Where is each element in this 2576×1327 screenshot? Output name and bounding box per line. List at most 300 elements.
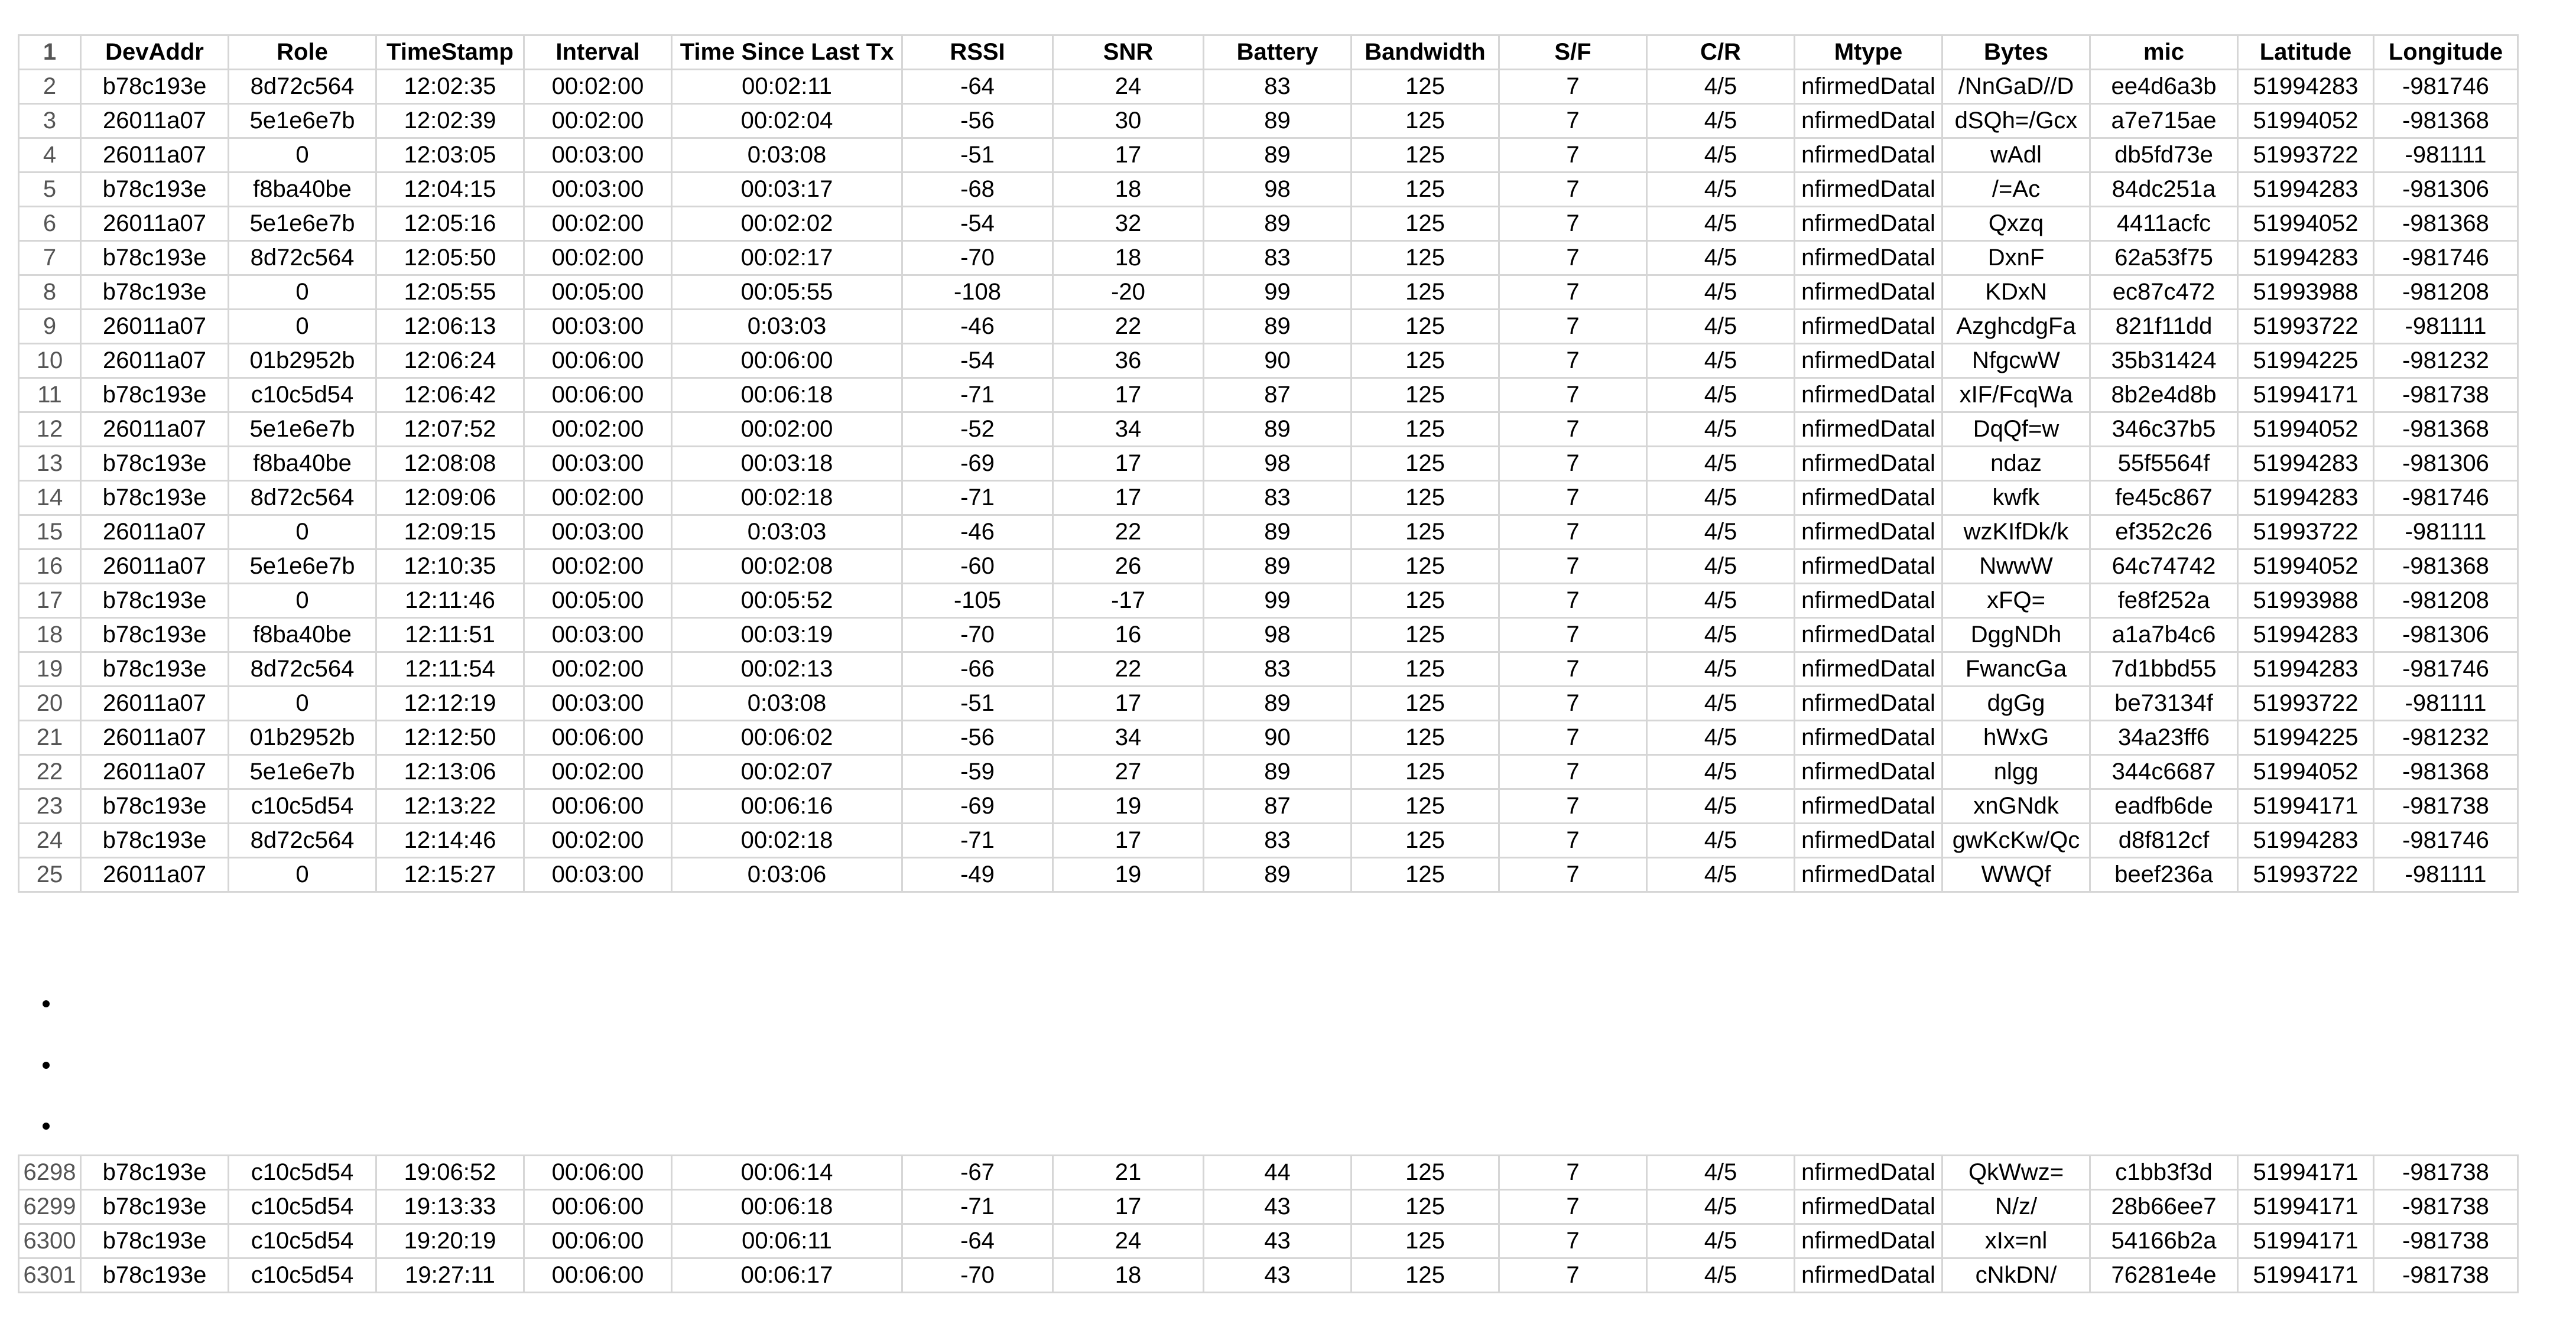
table-cell[interactable]: 00:05:55 <box>672 275 902 310</box>
table-cell[interactable]: NfgcwW <box>1942 344 2090 378</box>
table-cell[interactable]: 00:02:00 <box>524 481 672 515</box>
table-cell[interactable]: 18 <box>1053 241 1204 275</box>
row-number[interactable]: 21 <box>19 721 81 755</box>
table-cell[interactable]: nfirmedDatal <box>1795 412 1942 447</box>
table-cell[interactable]: 00:06:16 <box>672 789 902 824</box>
row-number[interactable]: 22 <box>19 755 81 789</box>
row-number[interactable]: 11 <box>19 378 81 412</box>
row-number[interactable]: 7 <box>19 241 81 275</box>
table-cell[interactable]: 5e1e6e7b <box>229 104 376 138</box>
table-cell[interactable]: 00:02:08 <box>672 549 902 584</box>
table-cell[interactable]: 17 <box>1053 138 1204 173</box>
table-cell[interactable]: 12:06:24 <box>376 344 524 378</box>
table-cell[interactable]: 7 <box>1499 378 1647 412</box>
table-cell[interactable]: nfirmedDatal <box>1795 549 1942 584</box>
table-cell[interactable]: 12:06:13 <box>376 310 524 344</box>
row-number[interactable]: 17 <box>19 584 81 618</box>
table-cell[interactable]: 87 <box>1204 378 1352 412</box>
column-header[interactable]: Time Since Last Tx <box>672 35 902 70</box>
table-cell[interactable]: -20 <box>1053 275 1204 310</box>
table-cell[interactable]: 83 <box>1204 481 1352 515</box>
table-cell[interactable]: 125 <box>1352 618 1499 652</box>
table-cell[interactable]: 84dc251a <box>2090 173 2238 207</box>
table-cell[interactable]: 125 <box>1352 412 1499 447</box>
table-cell[interactable]: Qxzq <box>1942 207 2090 241</box>
table-cell[interactable]: -66 <box>902 652 1053 687</box>
table-cell[interactable]: 62a53f75 <box>2090 241 2238 275</box>
table-cell[interactable]: cNkDN/ <box>1942 1258 2090 1293</box>
table-cell[interactable]: beef236a <box>2090 858 2238 892</box>
table-cell[interactable]: 51994283 <box>2238 824 2374 858</box>
table-cell[interactable]: 26011a07 <box>81 138 229 173</box>
table-cell[interactable]: 51993722 <box>2238 515 2374 549</box>
row-number[interactable]: 20 <box>19 687 81 721</box>
row-number[interactable]: 25 <box>19 858 81 892</box>
table-cell[interactable]: 7 <box>1499 858 1647 892</box>
table-cell[interactable]: 125 <box>1352 447 1499 481</box>
table-cell[interactable]: -54 <box>902 344 1053 378</box>
table-cell[interactable]: -981111 <box>2374 515 2518 549</box>
table-cell[interactable]: 51994225 <box>2238 344 2374 378</box>
table-cell[interactable]: -52 <box>902 412 1053 447</box>
table-cell[interactable]: 4/5 <box>1647 515 1795 549</box>
table-cell[interactable]: 00:06:02 <box>672 721 902 755</box>
table-cell[interactable]: wzKIfDk/k <box>1942 515 2090 549</box>
table-cell[interactable]: -981208 <box>2374 584 2518 618</box>
table-cell[interactable]: 125 <box>1352 378 1499 412</box>
table-cell[interactable]: 00:02:00 <box>524 207 672 241</box>
table-cell[interactable]: -51 <box>902 687 1053 721</box>
table-cell[interactable]: 51993988 <box>2238 584 2374 618</box>
table-cell[interactable]: 125 <box>1352 515 1499 549</box>
table-cell[interactable]: 12:13:22 <box>376 789 524 824</box>
table-cell[interactable]: 18 <box>1053 1258 1204 1293</box>
table-cell[interactable]: 7 <box>1499 173 1647 207</box>
table-cell[interactable]: 7 <box>1499 1224 1647 1258</box>
table-cell[interactable]: 125 <box>1352 584 1499 618</box>
table-cell[interactable]: 0:03:06 <box>672 858 902 892</box>
row-number[interactable]: 6301 <box>19 1258 81 1293</box>
table-cell[interactable]: 51994283 <box>2238 70 2374 104</box>
table-cell[interactable]: 125 <box>1352 275 1499 310</box>
table-cell[interactable]: 4/5 <box>1647 789 1795 824</box>
table-cell[interactable]: 4/5 <box>1647 310 1795 344</box>
table-cell[interactable]: 00:06:00 <box>524 1224 672 1258</box>
table-cell[interactable]: 12:13:06 <box>376 755 524 789</box>
row-number[interactable]: 15 <box>19 515 81 549</box>
table-cell[interactable]: 51994283 <box>2238 173 2374 207</box>
table-cell[interactable]: 4/5 <box>1647 618 1795 652</box>
table-cell[interactable]: 35b31424 <box>2090 344 2238 378</box>
column-header[interactable]: S/F <box>1499 35 1647 70</box>
table-cell[interactable]: 26011a07 <box>81 412 229 447</box>
table-cell[interactable]: 125 <box>1352 70 1499 104</box>
table-cell[interactable]: 51994283 <box>2238 652 2374 687</box>
table-cell[interactable]: 51993722 <box>2238 138 2374 173</box>
table-cell[interactable]: 12:03:05 <box>376 138 524 173</box>
table-cell[interactable]: -981746 <box>2374 824 2518 858</box>
table-cell[interactable]: 12:02:39 <box>376 104 524 138</box>
table-cell[interactable]: b78c193e <box>81 824 229 858</box>
table-cell[interactable]: 00:03:00 <box>524 138 672 173</box>
table-cell[interactable]: hWxG <box>1942 721 2090 755</box>
table-cell[interactable]: 89 <box>1204 310 1352 344</box>
row-number[interactable]: 6298 <box>19 1156 81 1190</box>
table-cell[interactable]: 4/5 <box>1647 481 1795 515</box>
table-cell[interactable]: 4/5 <box>1647 241 1795 275</box>
table-cell[interactable]: xnGNdk <box>1942 789 2090 824</box>
table-cell[interactable]: DqQf=w <box>1942 412 2090 447</box>
table-cell[interactable]: KDxN <box>1942 275 2090 310</box>
table-cell[interactable]: 7 <box>1499 344 1647 378</box>
table-cell[interactable]: 21 <box>1053 1156 1204 1190</box>
table-cell[interactable]: 0:03:08 <box>672 138 902 173</box>
table-cell[interactable]: 98 <box>1204 618 1352 652</box>
table-cell[interactable]: nfirmedDatal <box>1795 173 1942 207</box>
table-cell[interactable]: 54166b2a <box>2090 1224 2238 1258</box>
table-cell[interactable]: 0 <box>229 584 376 618</box>
column-header[interactable]: SNR <box>1053 35 1204 70</box>
table-cell[interactable]: 125 <box>1352 789 1499 824</box>
table-cell[interactable]: dSQh=/Gcx <box>1942 104 2090 138</box>
table-cell[interactable]: 0 <box>229 515 376 549</box>
table-cell[interactable]: gwKcKw/Qc <box>1942 824 2090 858</box>
table-cell[interactable]: 7 <box>1499 1190 1647 1224</box>
table-cell[interactable]: 00:02:00 <box>524 70 672 104</box>
table-cell[interactable]: c10c5d54 <box>229 378 376 412</box>
table-cell[interactable]: 51993722 <box>2238 310 2374 344</box>
table-cell[interactable]: nfirmedDatal <box>1795 1190 1942 1224</box>
table-cell[interactable]: ee4d6a3b <box>2090 70 2238 104</box>
table-cell[interactable]: 12:05:55 <box>376 275 524 310</box>
table-cell[interactable]: 51993988 <box>2238 275 2374 310</box>
table-cell[interactable]: 00:02:00 <box>524 412 672 447</box>
table-cell[interactable]: 5e1e6e7b <box>229 755 376 789</box>
table-cell[interactable]: 90 <box>1204 721 1352 755</box>
table-cell[interactable]: -71 <box>902 378 1053 412</box>
table-cell[interactable]: 51993722 <box>2238 687 2374 721</box>
table-cell[interactable]: 125 <box>1352 1156 1499 1190</box>
table-cell[interactable]: AzghcdgFa <box>1942 310 2090 344</box>
table-cell[interactable]: -56 <box>902 721 1053 755</box>
table-cell[interactable]: 00:02:00 <box>524 824 672 858</box>
table-cell[interactable]: 00:05:52 <box>672 584 902 618</box>
table-cell[interactable]: 7 <box>1499 481 1647 515</box>
table-cell[interactable]: nfirmedDatal <box>1795 721 1942 755</box>
table-cell[interactable]: 0 <box>229 138 376 173</box>
table-cell[interactable]: b78c193e <box>81 1258 229 1293</box>
table-cell[interactable]: -69 <box>902 447 1053 481</box>
table-cell[interactable]: 0 <box>229 275 376 310</box>
table-cell[interactable]: nfirmedDatal <box>1795 858 1942 892</box>
table-cell[interactable]: 4/5 <box>1647 344 1795 378</box>
table-cell[interactable]: b78c193e <box>81 618 229 652</box>
table-cell[interactable]: 125 <box>1352 549 1499 584</box>
table-cell[interactable]: 4/5 <box>1647 549 1795 584</box>
table-cell[interactable]: nfirmedDatal <box>1795 104 1942 138</box>
table-cell[interactable]: NwwW <box>1942 549 2090 584</box>
table-cell[interactable]: 00:02:00 <box>524 549 672 584</box>
table-cell[interactable]: QkWwz= <box>1942 1156 2090 1190</box>
table-cell[interactable]: nfirmedDatal <box>1795 241 1942 275</box>
table-cell[interactable]: 12:11:46 <box>376 584 524 618</box>
table-cell[interactable]: 12:11:51 <box>376 618 524 652</box>
table-cell[interactable]: 00:03:00 <box>524 173 672 207</box>
table-cell[interactable]: nfirmedDatal <box>1795 138 1942 173</box>
row-number[interactable]: 12 <box>19 412 81 447</box>
table-cell[interactable]: dgGg <box>1942 687 2090 721</box>
table-cell[interactable]: 00:06:11 <box>672 1224 902 1258</box>
table-cell[interactable]: 12:05:50 <box>376 241 524 275</box>
row-number[interactable]: 23 <box>19 789 81 824</box>
table-cell[interactable]: b78c193e <box>81 173 229 207</box>
table-cell[interactable]: 8d72c564 <box>229 824 376 858</box>
table-cell[interactable]: 43 <box>1204 1190 1352 1224</box>
table-cell[interactable]: 125 <box>1352 241 1499 275</box>
table-cell[interactable]: -71 <box>902 824 1053 858</box>
table-cell[interactable]: 125 <box>1352 687 1499 721</box>
table-cell[interactable]: WWQf <box>1942 858 2090 892</box>
table-cell[interactable]: 00:02:11 <box>672 70 902 104</box>
table-cell[interactable]: -49 <box>902 858 1053 892</box>
row-number[interactable]: 6300 <box>19 1224 81 1258</box>
table-cell[interactable]: 7 <box>1499 138 1647 173</box>
table-cell[interactable]: 344c6687 <box>2090 755 2238 789</box>
table-cell[interactable]: -981306 <box>2374 173 2518 207</box>
table-cell[interactable]: 83 <box>1204 241 1352 275</box>
table-cell[interactable]: 26011a07 <box>81 310 229 344</box>
table-cell[interactable]: 4/5 <box>1647 447 1795 481</box>
table-cell[interactable]: 00:02:00 <box>672 412 902 447</box>
table-cell[interactable]: 125 <box>1352 481 1499 515</box>
table-cell[interactable]: fe45c867 <box>2090 481 2238 515</box>
table-cell[interactable]: 125 <box>1352 1190 1499 1224</box>
table-cell[interactable]: 00:03:00 <box>524 687 672 721</box>
table-cell[interactable]: ef352c26 <box>2090 515 2238 549</box>
table-cell[interactable]: -981738 <box>2374 1156 2518 1190</box>
table-cell[interactable]: 0:03:08 <box>672 687 902 721</box>
column-header[interactable]: DevAddr <box>81 35 229 70</box>
table-cell[interactable]: 99 <box>1204 275 1352 310</box>
table-cell[interactable]: nlgg <box>1942 755 2090 789</box>
table-cell[interactable]: 12:06:42 <box>376 378 524 412</box>
table-cell[interactable]: 7 <box>1499 275 1647 310</box>
table-cell[interactable]: 00:02:00 <box>524 652 672 687</box>
column-header[interactable]: mic <box>2090 35 2238 70</box>
table-cell[interactable]: 98 <box>1204 447 1352 481</box>
table-cell[interactable]: nfirmedDatal <box>1795 584 1942 618</box>
table-cell[interactable]: 00:06:00 <box>524 378 672 412</box>
table-cell[interactable]: b78c193e <box>81 241 229 275</box>
table-cell[interactable]: b78c193e <box>81 1224 229 1258</box>
table-cell[interactable]: 34 <box>1053 721 1204 755</box>
table-cell[interactable]: 83 <box>1204 824 1352 858</box>
table-cell[interactable]: ec87c472 <box>2090 275 2238 310</box>
table-cell[interactable]: -105 <box>902 584 1053 618</box>
table-cell[interactable]: FwancGa <box>1942 652 2090 687</box>
table-cell[interactable]: -981368 <box>2374 549 2518 584</box>
table-cell[interactable]: DggNDh <box>1942 618 2090 652</box>
table-cell[interactable]: 7 <box>1499 687 1647 721</box>
table-cell[interactable]: -981368 <box>2374 104 2518 138</box>
table-cell[interactable]: /=Ac <box>1942 173 2090 207</box>
table-cell[interactable]: 00:02:02 <box>672 207 902 241</box>
table-cell[interactable]: 89 <box>1204 104 1352 138</box>
table-cell[interactable]: 51994171 <box>2238 1258 2374 1293</box>
table-cell[interactable]: 83 <box>1204 70 1352 104</box>
table-cell[interactable]: 26011a07 <box>81 858 229 892</box>
table-cell[interactable]: 00:03:00 <box>524 515 672 549</box>
table-cell[interactable]: 125 <box>1352 824 1499 858</box>
table-cell[interactable]: 22 <box>1053 310 1204 344</box>
column-header[interactable]: Battery <box>1204 35 1352 70</box>
table-cell[interactable]: 51994052 <box>2238 207 2374 241</box>
table-cell[interactable]: 26011a07 <box>81 344 229 378</box>
table-cell[interactable]: 26011a07 <box>81 755 229 789</box>
table-cell[interactable]: 19 <box>1053 858 1204 892</box>
table-cell[interactable]: 7 <box>1499 1156 1647 1190</box>
table-cell[interactable]: 19:20:19 <box>376 1224 524 1258</box>
table-cell[interactable]: -981368 <box>2374 207 2518 241</box>
column-header[interactable]: Mtype <box>1795 35 1942 70</box>
table-cell[interactable]: 7 <box>1499 310 1647 344</box>
table-cell[interactable]: nfirmedDatal <box>1795 1224 1942 1258</box>
table-cell[interactable]: 4/5 <box>1647 138 1795 173</box>
row-number[interactable]: 16 <box>19 549 81 584</box>
table-cell[interactable]: 00:03:00 <box>524 858 672 892</box>
table-cell[interactable]: 28b66ee7 <box>2090 1190 2238 1224</box>
table-cell[interactable]: a1a7b4c6 <box>2090 618 2238 652</box>
table-cell[interactable]: 00:02:13 <box>672 652 902 687</box>
table-cell[interactable]: 00:06:17 <box>672 1258 902 1293</box>
column-header[interactable]: Latitude <box>2238 35 2374 70</box>
table-cell[interactable]: 7 <box>1499 549 1647 584</box>
table-cell[interactable]: 55f5564f <box>2090 447 2238 481</box>
table-cell[interactable]: -67 <box>902 1156 1053 1190</box>
table-cell[interactable]: 125 <box>1352 1258 1499 1293</box>
table-cell[interactable]: nfirmedDatal <box>1795 378 1942 412</box>
table-cell[interactable]: 43 <box>1204 1224 1352 1258</box>
table-cell[interactable]: 0 <box>229 858 376 892</box>
table-cell[interactable]: -56 <box>902 104 1053 138</box>
table-cell[interactable]: 87 <box>1204 789 1352 824</box>
table-cell[interactable]: c10c5d54 <box>229 1258 376 1293</box>
table-cell[interactable]: -64 <box>902 1224 1053 1258</box>
table-cell[interactable]: nfirmedDatal <box>1795 310 1942 344</box>
table-cell[interactable]: 26011a07 <box>81 549 229 584</box>
table-cell[interactable]: 7 <box>1499 824 1647 858</box>
table-cell[interactable]: 16 <box>1053 618 1204 652</box>
table-cell[interactable]: 0 <box>229 310 376 344</box>
table-cell[interactable]: 90 <box>1204 344 1352 378</box>
table-cell[interactable]: 7 <box>1499 789 1647 824</box>
table-cell[interactable]: b78c193e <box>81 275 229 310</box>
table-cell[interactable]: -70 <box>902 1258 1053 1293</box>
table-cell[interactable]: 12:15:27 <box>376 858 524 892</box>
table-cell[interactable]: 00:06:18 <box>672 378 902 412</box>
table-cell[interactable]: b78c193e <box>81 70 229 104</box>
table-cell[interactable]: 12:11:54 <box>376 652 524 687</box>
column-header[interactable]: C/R <box>1647 35 1795 70</box>
table-cell[interactable]: 7 <box>1499 515 1647 549</box>
table-cell[interactable]: b78c193e <box>81 378 229 412</box>
table-cell[interactable]: 125 <box>1352 652 1499 687</box>
table-cell[interactable]: xIF/FcqWa <box>1942 378 2090 412</box>
table-cell[interactable]: 18 <box>1053 173 1204 207</box>
table-cell[interactable]: 99 <box>1204 584 1352 618</box>
row-number[interactable]: 10 <box>19 344 81 378</box>
table-cell[interactable]: -981111 <box>2374 310 2518 344</box>
table-cell[interactable]: 00:06:00 <box>672 344 902 378</box>
table-cell[interactable]: c10c5d54 <box>229 789 376 824</box>
row-number[interactable]: 6299 <box>19 1190 81 1224</box>
table-cell[interactable]: -17 <box>1053 584 1204 618</box>
table-cell[interactable]: nfirmedDatal <box>1795 344 1942 378</box>
table-cell[interactable]: 7 <box>1499 104 1647 138</box>
table-cell[interactable]: 51994283 <box>2238 447 2374 481</box>
table-cell[interactable]: 01b2952b <box>229 721 376 755</box>
table-cell[interactable]: -70 <box>902 618 1053 652</box>
table-cell[interactable]: 8d72c564 <box>229 241 376 275</box>
table-cell[interactable]: N/z/ <box>1942 1190 2090 1224</box>
table-cell[interactable]: -46 <box>902 310 1053 344</box>
table-cell[interactable]: -981208 <box>2374 275 2518 310</box>
table-cell[interactable]: 8b2e4d8b <box>2090 378 2238 412</box>
table-cell[interactable]: -69 <box>902 789 1053 824</box>
table-cell[interactable]: nfirmedDatal <box>1795 515 1942 549</box>
table-cell[interactable]: 00:02:00 <box>524 104 672 138</box>
table-cell[interactable]: 00:02:04 <box>672 104 902 138</box>
table-cell[interactable]: 7 <box>1499 755 1647 789</box>
table-cell[interactable]: 00:05:00 <box>524 275 672 310</box>
table-cell[interactable]: 4/5 <box>1647 687 1795 721</box>
table-cell[interactable]: db5fd73e <box>2090 138 2238 173</box>
table-cell[interactable]: 7 <box>1499 241 1647 275</box>
table-cell[interactable]: -981111 <box>2374 138 2518 173</box>
table-cell[interactable]: 7 <box>1499 412 1647 447</box>
table-cell[interactable]: 4/5 <box>1647 1224 1795 1258</box>
table-cell[interactable]: 12:02:35 <box>376 70 524 104</box>
table-cell[interactable]: 00:06:18 <box>672 1190 902 1224</box>
table-cell[interactable]: nfirmedDatal <box>1795 275 1942 310</box>
row-number[interactable]: 18 <box>19 618 81 652</box>
table-cell[interactable]: fe8f252a <box>2090 584 2238 618</box>
table-cell[interactable]: 12:05:16 <box>376 207 524 241</box>
column-header[interactable]: TimeStamp <box>376 35 524 70</box>
table-cell[interactable]: 12:09:15 <box>376 515 524 549</box>
table-cell[interactable]: 7 <box>1499 447 1647 481</box>
row-number[interactable]: 6 <box>19 207 81 241</box>
row-number[interactable]: 3 <box>19 104 81 138</box>
table-cell[interactable]: be73134f <box>2090 687 2238 721</box>
table-cell[interactable]: 00:03:00 <box>524 310 672 344</box>
table-cell[interactable]: 125 <box>1352 138 1499 173</box>
table-cell[interactable]: -981232 <box>2374 344 2518 378</box>
table-cell[interactable]: 34a23ff6 <box>2090 721 2238 755</box>
table-cell[interactable]: 19 <box>1053 789 1204 824</box>
table-cell[interactable]: 00:06:00 <box>524 1190 672 1224</box>
table-cell[interactable]: 7 <box>1499 584 1647 618</box>
table-cell[interactable]: 125 <box>1352 310 1499 344</box>
table-cell[interactable]: 98 <box>1204 173 1352 207</box>
table-cell[interactable]: 51993722 <box>2238 858 2374 892</box>
table-cell[interactable]: 0:03:03 <box>672 515 902 549</box>
table-cell[interactable]: 26011a07 <box>81 515 229 549</box>
table-cell[interactable]: nfirmedDatal <box>1795 1156 1942 1190</box>
row-number[interactable]: 19 <box>19 652 81 687</box>
table-cell[interactable]: nfirmedDatal <box>1795 687 1942 721</box>
table-cell[interactable]: 125 <box>1352 104 1499 138</box>
